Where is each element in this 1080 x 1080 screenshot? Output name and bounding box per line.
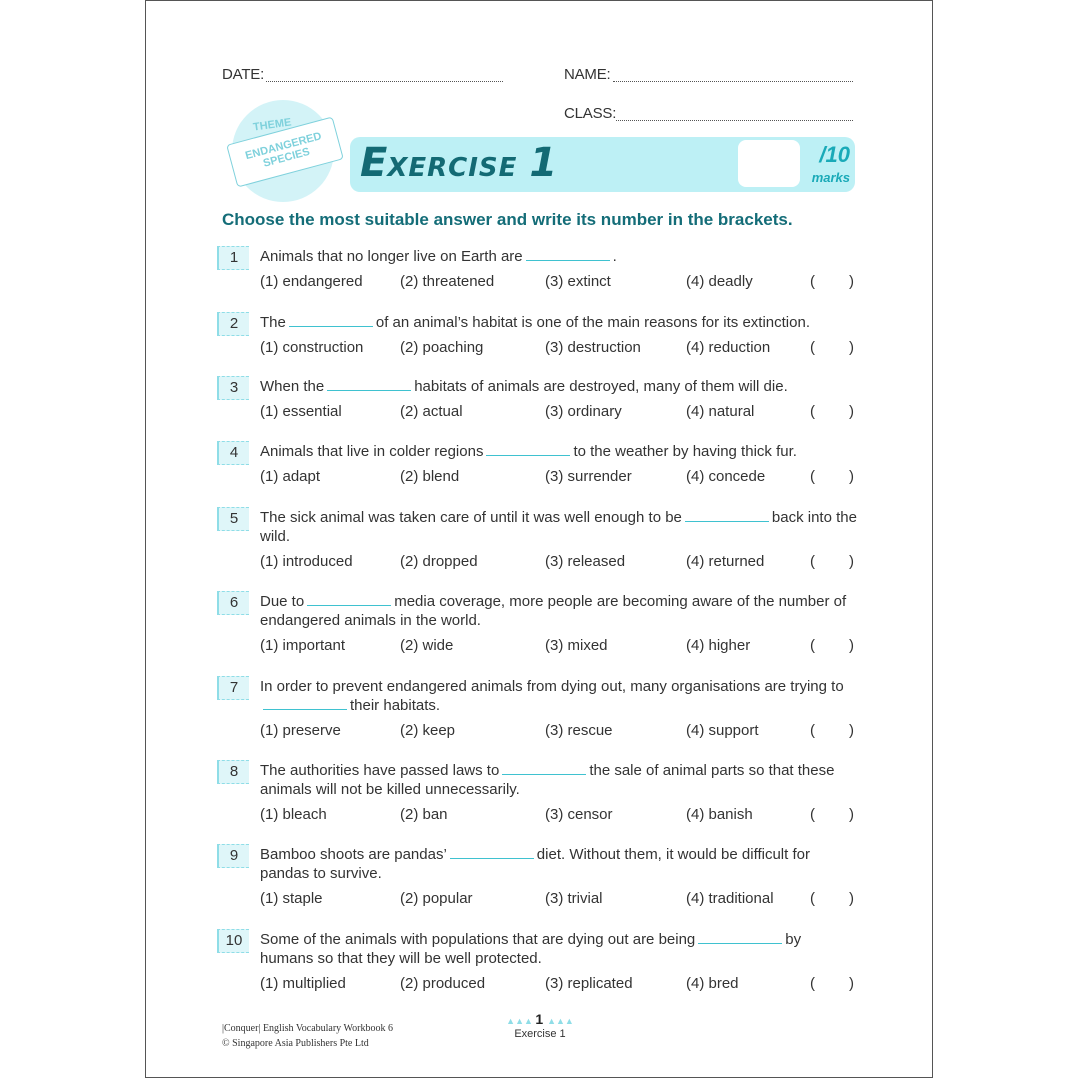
name-label: NAME: — [564, 66, 611, 83]
class-label: CLASS: — [564, 105, 617, 122]
footer-credits — [222, 1021, 393, 1051]
question-item — [0, 844, 1080, 924]
question-number: 1 — [217, 246, 249, 270]
answer-option: (1) bleach — [260, 806, 327, 823]
instruction-text: Choose the most suitable answer and write its number in the brackets. — [222, 210, 793, 229]
score-unit: marks — [811, 170, 850, 185]
question-text-before: Due to — [260, 593, 305, 610]
question-text — [260, 677, 858, 715]
question-text-before: Animals that no longer live on Earth are — [260, 248, 523, 265]
answer-option: (4) banish — [686, 806, 753, 823]
answer-option: (1) endangered — [260, 273, 363, 290]
name-field[interactable] — [613, 81, 853, 82]
question-number: 9 — [217, 844, 249, 868]
footer-page-number — [505, 1011, 575, 1027]
question-text-before: Animals that live in colder regions — [260, 443, 484, 460]
question-text-before: The — [260, 314, 286, 331]
answer-blank — [289, 314, 373, 327]
question-text — [260, 508, 858, 546]
question-text — [260, 930, 858, 968]
answer-option: (3) mixed — [545, 637, 608, 654]
answer-option: (1) introduced — [260, 553, 353, 570]
answer-option: (4) returned — [686, 553, 765, 570]
answer-bracket-close[interactable]: ) — [849, 339, 854, 356]
question-text-before: In order to prevent endangered animals from dying out, many organisations are trying to — [260, 678, 844, 695]
answer-bracket-open[interactable]: ( — [810, 468, 815, 485]
date-label: DATE: — [222, 66, 265, 83]
answer-option: (2) poaching — [400, 339, 484, 356]
answer-option: (4) natural — [686, 403, 755, 420]
question-text — [260, 247, 858, 266]
question-number: 2 — [217, 312, 249, 336]
answer-blank — [502, 762, 586, 775]
theme-topic-tag: ENDANGERED SPECIES — [226, 117, 344, 188]
answer-option: (2) wide — [400, 637, 454, 654]
page-number: 1 — [535, 1011, 544, 1027]
answer-bracket-close[interactable]: ) — [849, 806, 854, 823]
answer-bracket-open[interactable]: ( — [810, 975, 815, 992]
question-text-after: media coverage, more people are becoming aware of the number of endangered animals in the world. — [260, 593, 847, 629]
answer-option: (2) produced — [400, 975, 486, 992]
question-text-after: of an animal’s habitat is one of the main reasons for its extinction. — [375, 314, 810, 331]
answer-blank — [327, 378, 411, 391]
answer-option: (1) preserve — [260, 722, 341, 739]
question-text — [260, 377, 858, 396]
answer-bracket-open[interactable]: ( — [810, 890, 815, 907]
question-text — [260, 313, 858, 332]
answer-bracket-close[interactable]: ) — [849, 637, 854, 654]
answer-bracket-close[interactable]: ) — [849, 975, 854, 992]
footer-section: Exercise 1 — [514, 1028, 566, 1040]
answer-bracket-open[interactable]: ( — [810, 273, 815, 290]
exercise-title — [360, 140, 557, 190]
answer-option: (3) trivial — [545, 890, 603, 907]
answer-bracket-open[interactable]: ( — [810, 637, 815, 654]
question-number: 7 — [217, 676, 249, 700]
question-text-after: by humans so that they will be well protected. — [260, 931, 802, 967]
question-text-before: Some of the animals with populations that are dying out are being — [260, 931, 696, 948]
answer-option: (4) support — [686, 722, 759, 739]
answer-option: (3) released — [545, 553, 626, 570]
answer-option: (3) surrender — [545, 468, 632, 485]
answer-option: (3) rescue — [545, 722, 613, 739]
answer-blank — [450, 846, 534, 859]
answer-option: (4) bred — [686, 975, 739, 992]
answer-bracket-open[interactable]: ( — [810, 403, 815, 420]
question-number: 10 — [217, 929, 249, 953]
question-text-after: to the weather by having thick fur. — [573, 443, 797, 460]
answer-option: (1) essential — [260, 403, 342, 420]
answer-bracket-open[interactable]: ( — [810, 339, 815, 356]
answer-blank — [486, 443, 570, 456]
answer-option: (2) blend — [400, 468, 460, 485]
triangle-decor-icon: ▲▲▲ — [547, 1016, 574, 1026]
answer-bracket-open[interactable]: ( — [810, 553, 815, 570]
answer-option: (3) destruction — [545, 339, 641, 356]
question-number: 4 — [217, 441, 249, 465]
footer-book-title: |Conquer| English Vocabulary Workbook 6 — [222, 1023, 393, 1034]
question-number: 6 — [217, 591, 249, 615]
answer-bracket-close[interactable]: ) — [849, 890, 854, 907]
theme-label: THEME — [252, 116, 293, 134]
question-text-after: habitats of animals are destroyed, many of them will die. — [414, 378, 788, 395]
answer-bracket-open[interactable]: ( — [810, 806, 815, 823]
date-field[interactable] — [266, 81, 503, 82]
question-item — [0, 760, 1080, 840]
answer-blank — [698, 931, 782, 944]
answer-blank — [685, 509, 769, 522]
score-box[interactable] — [738, 140, 800, 187]
answer-blank — [263, 697, 347, 710]
answer-option: (3) replicated — [545, 975, 633, 992]
answer-option: (3) censor — [545, 806, 613, 823]
answer-bracket-close[interactable]: ) — [849, 468, 854, 485]
question-text-after: . — [612, 248, 617, 265]
answer-option: (2) popular — [400, 890, 473, 907]
answer-option: (1) adapt — [260, 468, 321, 485]
answer-bracket-close[interactable]: ) — [849, 403, 854, 420]
question-text-after: back into the wild. — [260, 509, 857, 545]
answer-option: (3) ordinary — [545, 403, 622, 420]
answer-blank — [307, 593, 391, 606]
answer-blank — [526, 248, 610, 261]
exercise-title-rest: XERCISE — [387, 153, 518, 183]
answer-bracket-close[interactable]: ) — [849, 722, 854, 739]
question-text — [260, 845, 858, 883]
question-text-before: When the — [260, 378, 325, 395]
answer-option: (4) reduction — [686, 339, 771, 356]
answer-option: (2) ban — [400, 806, 448, 823]
question-number: 3 — [217, 376, 249, 400]
answer-option: (2) threatened — [400, 273, 495, 290]
question-item — [0, 591, 1080, 671]
question-item — [0, 507, 1080, 587]
answer-option: (1) multiplied — [260, 975, 346, 992]
answer-option: (1) staple — [260, 890, 323, 907]
answer-option: (4) concede — [686, 468, 766, 485]
answer-option: (2) keep — [400, 722, 456, 739]
answer-option: (1) construction — [260, 339, 364, 356]
question-item — [0, 676, 1080, 756]
question-text — [260, 592, 858, 630]
answer-bracket-open[interactable]: ( — [810, 722, 815, 739]
answer-option: (1) important — [260, 637, 346, 654]
question-item — [0, 929, 1080, 1009]
question-text — [260, 761, 858, 799]
question-text-before: Bamboo shoots are pandas’ — [260, 846, 447, 863]
answer-option: (4) traditional — [686, 890, 774, 907]
class-field[interactable] — [616, 120, 853, 121]
question-text-before: The sick animal was taken care of until it was well enough to be — [260, 509, 682, 526]
question-text-after: diet. Without them, it would be difficult for pandas to survive. — [260, 846, 810, 882]
score-total: /10 — [819, 142, 850, 167]
answer-option: (3) extinct — [545, 273, 611, 290]
question-text-after: the sale of animal parts so that these animals will not be killed unnecessarily. — [260, 762, 835, 798]
question-text-before: The authorities have passed laws to — [260, 762, 500, 779]
exercise-number: 1 — [529, 140, 558, 186]
answer-bracket-close[interactable]: ) — [849, 273, 854, 290]
answer-option: (4) deadly — [686, 273, 753, 290]
question-text-after: their habitats. — [350, 697, 441, 714]
answer-option: (2) dropped — [400, 553, 478, 570]
answer-option: (2) actual — [400, 403, 463, 420]
question-text — [260, 442, 858, 461]
question-number: 8 — [217, 760, 249, 784]
footer-publisher: © Singapore Asia Publishers Pte Ltd — [222, 1038, 369, 1049]
question-number: 5 — [217, 507, 249, 531]
answer-option: (4) higher — [686, 637, 751, 654]
triangle-decor-icon: ▲▲▲ — [506, 1016, 536, 1026]
exercise-title-initial: E — [360, 140, 388, 186]
answer-bracket-close[interactable]: ) — [849, 553, 854, 570]
